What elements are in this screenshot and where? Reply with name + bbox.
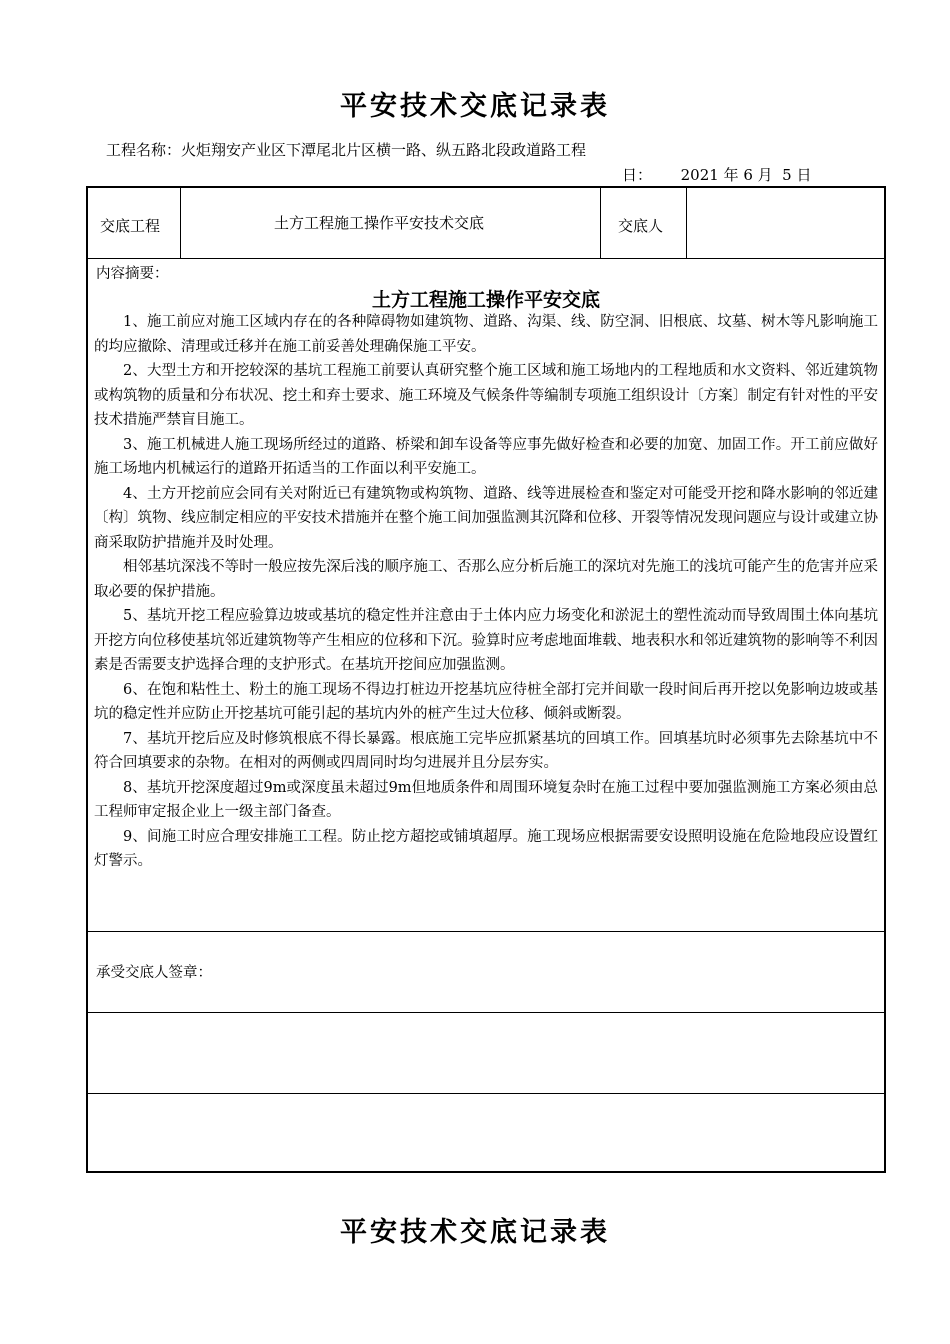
paragraph: 1、施工前应对施工区域内存在的各种障碍物如建筑物、道路、沟渠、线、防空洞、旧根底、坟墓、树木等凡影响施工的均应撤除、清理或迁移并在施工前妥善处理确保施工平安。 [94, 314, 878, 355]
paragraph: 9、间施工时应合理安排施工工程。防止挖方超挖或铺填超厚。施工现场应根据需要安设照明设施在危险地段应设置红灯警示。 [94, 828, 878, 869]
divider [88, 1093, 884, 1094]
divider [88, 931, 884, 932]
signature-label: 承受交底人签章： [96, 965, 212, 981]
paragraph: 6、在饱和粘性土、粉土的施工现场不得边打桩边开挖基坑应待桩全部打完并间歇一段时间后再开挖以免影响边坡或基坑的稳定性并应防止开挖基坑可能引起的基坑内外的桩产生过大位移、倾斜或断裂。 [94, 681, 878, 722]
content-subtitle: 土方工程施工操作平安交底 [371, 289, 600, 311]
summary-label: 内容摘要： [96, 266, 169, 282]
paragraph: 5、基坑开挖工程应验算边坡或基坑的稳定性并注意由于土体内应力场变化和淤泥土的塑性流动而导致周围土体向基坑开挖方向位移使基坑邻近建筑物等产生相应的位移和下沉。验算时应考虑地面堆载、地表积水和邻近建筑物的影响等不利因素是否需要支护选择合理的支护形式。在基坑开挖间应加强监测。 [94, 608, 878, 673]
content-body [94, 310, 878, 874]
presenter-label: 交底人 [618, 217, 664, 235]
paragraph: 相邻基坑深浅不等时一般应按先深后浅的顺序施工、否那么应分析后施工的深坑对先施工的浅坑可能产生的危害并应采取必要的保护措施。 [94, 559, 878, 600]
page-title: 平安技术交底记录表 [340, 91, 610, 122]
project-type-label: 交底工程 [100, 217, 161, 235]
divider [686, 188, 687, 258]
project-name: 工程名称：火炬翔安产业区下潭尾北片区横一路、纵五路北段政道路工程 [106, 141, 587, 159]
divider [600, 188, 601, 258]
record-table [86, 186, 886, 1173]
footer-title: 平安技术交底记录表 [340, 1217, 610, 1248]
paragraph: 3、施工机械进人施工现场所经过的道路、桥梁和卸车设备等应事先做好检查和必要的加宽、加固工作。开工前应做好施工场地内机械运行的道路开拓适当的工作面以利平安施工。 [94, 436, 878, 477]
paragraph: 2、大型土方和开挖较深的基坑工程施工前要认真研究整个施工区域和施工场地内的工程地质和水文资料、邻近建筑物或构筑物的质量和分布状况、挖土和弃士要求、施工环境及气候条件等编制专项施工组织设计〔方案〕制定有针对性的平安技术措施严禁盲目施工。 [94, 363, 878, 428]
date-value: 2021 年 6 月 5 日 [680, 166, 812, 184]
divider [88, 258, 884, 259]
divider [180, 188, 181, 258]
date-label: 日： [622, 166, 653, 184]
project-type-value: 土方工程施工操作平安技术交底 [274, 214, 485, 232]
paragraph: 8、基坑开挖深度超过9m或深度虽未超过9m但地质条件和周围环境复杂时在施工过程中要加强监测施工方案必须由总工程师审定报企业上一级主部门备查。 [94, 779, 878, 820]
date-line [622, 164, 812, 185]
paragraph: 7、基坑开挖后应及时修筑根底不得长暴露。根底施工完毕应抓紧基坑的回填工作。回填基坑时必须事先去除基坑中不符合回填要求的杂物。在相对的两侧或四周同时均匀进展并且分层夯实。 [94, 730, 878, 771]
divider [88, 1012, 884, 1013]
paragraph: 4、土方开挖前应会同有关对附近已有建筑物或构筑物、道路、线等进展检查和鉴定对可能受开挖和降水影响的邻近建〔构〕筑物、线应制定相应的平安技术措施并在整个施工间加强监测其沉降和位移、开裂等情况发现问题应与设计或建立协商采取防护措施并及时处理。 [94, 485, 878, 551]
